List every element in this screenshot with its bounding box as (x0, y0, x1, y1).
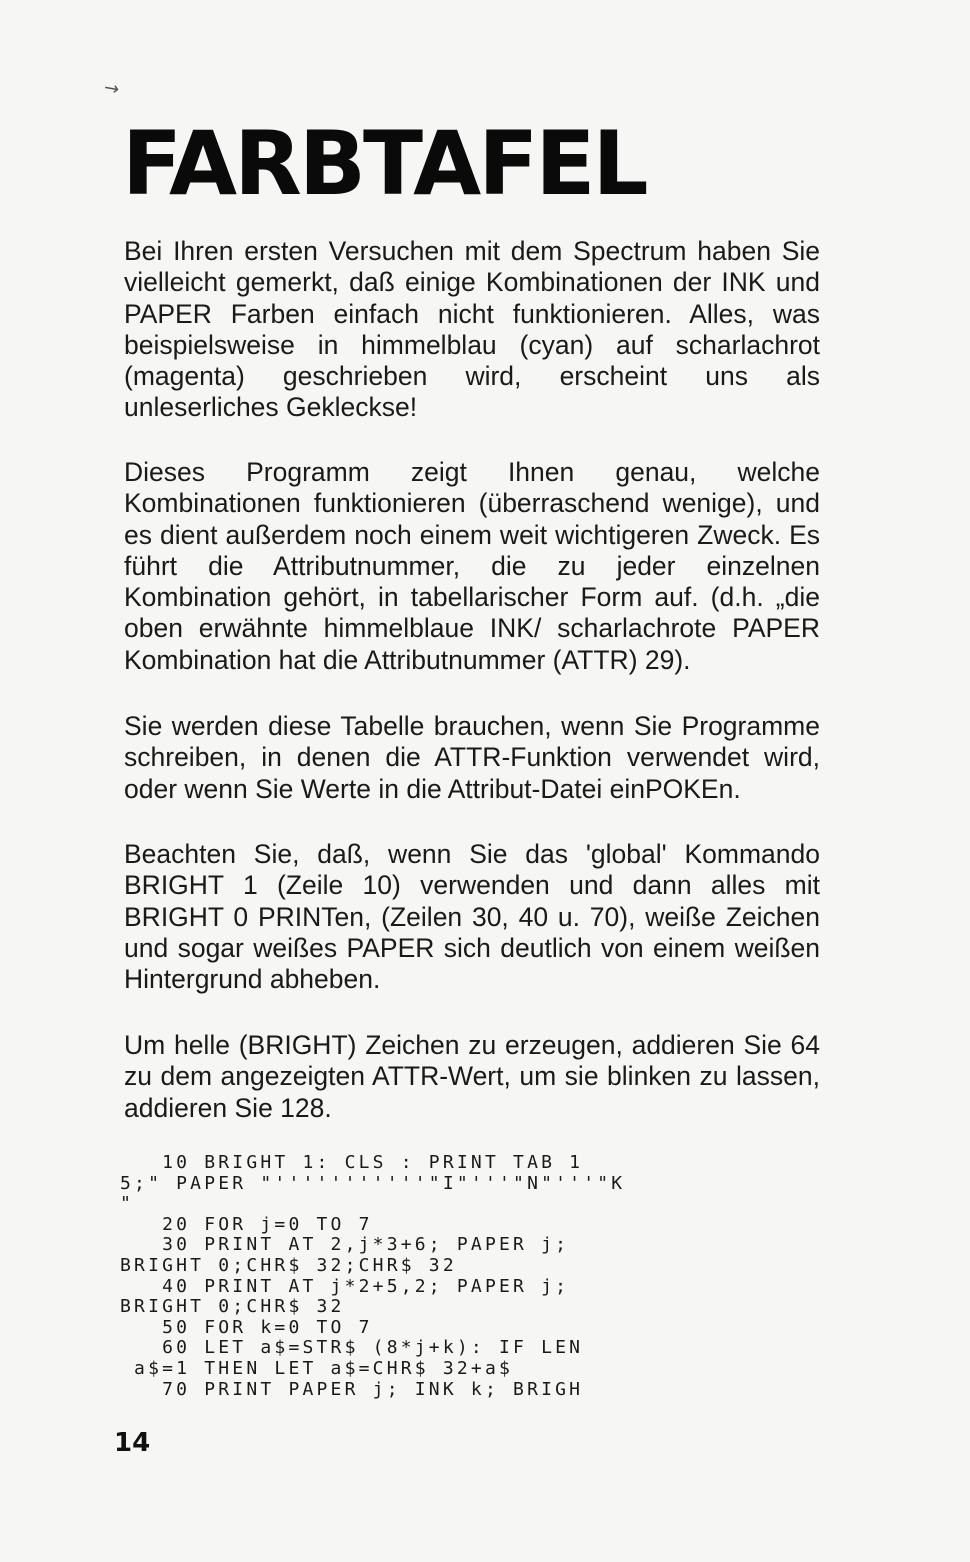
page-title: FARBTAFEL (122, 112, 646, 215)
page-number: 14 (114, 1428, 151, 1458)
paragraph-intro: Bei Ihren ersten Versuchen mit dem Spectrum haben Sie vielleicht gemerkt, daß einige Kombinationen der INK und PAPER Farben einfach nicht funktionieren. Alles, was beispielsweise in himmelblau (cyan) auf scharlachrot (magenta) geschrieben wird, erscheint uns als unleserliches Gekleckse! (124, 236, 820, 423)
paragraph-table-usage: Sie werden diese Tabelle brauchen, wenn Sie Programme schreiben, in denen die ATTR-Funktion verwendet wird, oder wenn Sie Werte in die Attribut-Datei einPOKEn. (124, 711, 820, 804)
paragraph-program-purpose: Dieses Programm zeigt Ihnen genau, welche Kombinationen funktionieren (überraschend wenige), und es dient außerdem noch einem weit wichtigeren Zweck. Es führt die Attributnummer, die zu jeder einzelnen Kombination gehört, in tabellarischer Form auf. (d.h. „die oben erwähnte himmelblaue INK/ scharlachrote PAPER Kombination hat die Attributnummer (ATTR) 29). (124, 457, 820, 675)
paragraph-bright-note: Beachten Sie, daß, wenn Sie das 'global' Kommando BRIGHT 1 (Zeile 10) verwenden und dann alles mit BRIGHT 0 PRINTen, (Zeilen 30, 40 u. 70), weiße Zeichen und sogar weißes PAPER sich deutlich von einem weißen Hintergrund abheben. (124, 839, 820, 995)
paragraph-bright-flash: Um helle (BRIGHT) Zeichen zu erzeugen, addieren Sie 64 zu dem angezeigten ATTR-Wert, um sie blinken zu lassen, addieren Sie 128. (124, 1030, 820, 1123)
basic-listing: 10 BRIGHT 1: CLS : PRINT TAB 1 5;" PAPER "'''''''''''"I"'''"N"'''"K " 20 FOR j=0 TO 7 30 PRINT AT 2,j*3+6; PAPER j; BRIGHT 0;CHR$ 32;CHR$ 32 40 PRINT AT j*2+5,2; PAPER j; BRIGHT 0;CHR$ 32 50 FOR k=0 TO 7 60 LET a$=STR$ (8*j+k): IF LEN a$=1 THEN LET a$=CHR$ 32+a$ 70 PRINT PAPER j; INK k; BRIGH (120, 1152, 626, 1400)
corner-mark: ↘ (99, 75, 124, 102)
